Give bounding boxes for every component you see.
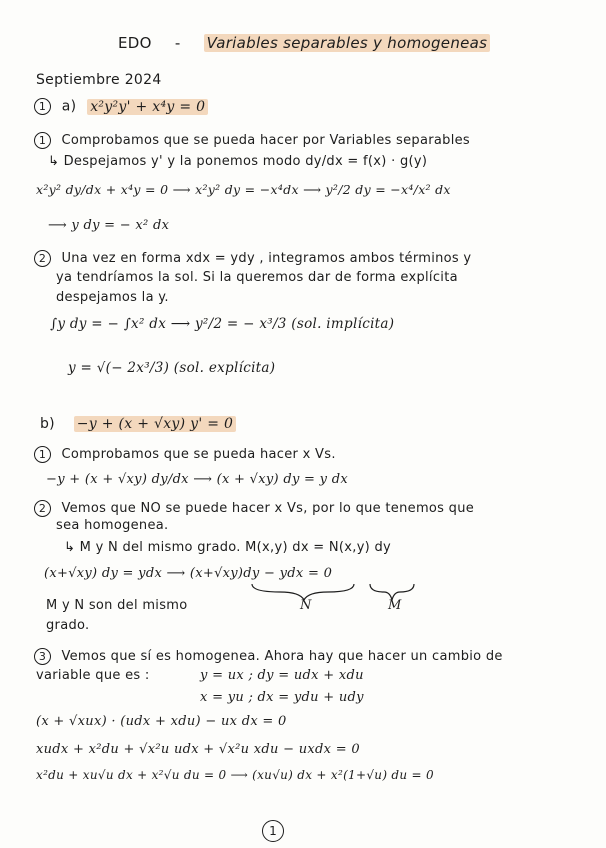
b-step-3-heading — [34, 648, 503, 665]
b-step-2-heading — [34, 500, 474, 517]
step-number-badge: 1 — [34, 132, 51, 149]
b-step-3-text-line-1: Vemos que sí es homogenea. Ahora hay que hacer un cambio de — [61, 649, 503, 664]
b-step-2-subtext: ↳ M y N del mismo grado. M(x,y) dx = N(x,y) dy — [64, 540, 392, 555]
topic-title: Variables separables y homogeneas — [204, 34, 491, 52]
substitution-1: y = ux ; dy = udx + xdu — [200, 668, 364, 683]
step-2-explicit-solution: y = √(− 2x³/3) (sol. explícita) — [68, 360, 276, 376]
b-step-1-text: Comprobamos que se pueda hacer x Vs. — [61, 447, 336, 462]
step-2-text-line-3: despejamos la y. — [56, 290, 169, 305]
b-step-2-text-line-4: grado. — [46, 618, 90, 633]
step-1-subtext: ↳ Despejamos y' y la ponemos modo dy/dx = f(x) · g(y) — [48, 154, 428, 169]
step-2-heading — [34, 250, 471, 267]
step-number-badge: 2 — [34, 500, 51, 517]
part-a-equation: x²y²y' + x⁴y = 0 — [87, 99, 208, 115]
substitution-2: x = yu ; dx = ydu + udy — [200, 690, 364, 705]
step-number-badge: 1 — [34, 446, 51, 463]
part-a-label: a) — [61, 98, 77, 115]
step-2-text-line-2: ya tendríamos la sol. Si la queremos dar de forma explícita — [56, 270, 458, 285]
step-1-equation-1: x²y² dy/dx + x⁴y = 0 ⟶ x²y² dy = −x⁴dx ⟶ y²/2 dy = −x⁴/x² dx — [36, 182, 451, 197]
step-2-text-line-1: Una vez en forma xdx = ydy , integramos ambos términos y — [61, 251, 472, 266]
step-2-implicit-solution: ∫y dy = − ∫x² dx ⟶ y²/2 = − x³/3 (sol. implícita) — [50, 316, 395, 332]
b-step-2-text-line-1: Vemos que NO se puede hacer x Vs, por lo que tenemos que — [61, 501, 475, 516]
b-step-2-text-line-2: sea homogenea. — [56, 518, 169, 533]
step-number-badge: 2 — [34, 250, 51, 267]
part-b-label: b) — [40, 416, 55, 432]
page-number-badge: 1 — [262, 820, 284, 842]
b-step-3-text-line-2: variable que es : — [36, 668, 150, 683]
header-dash: - — [174, 34, 181, 52]
b-step-2-text-line-3: M y N son del mismo — [46, 598, 188, 613]
brace-annotations — [250, 582, 430, 604]
step-1-heading — [34, 132, 470, 149]
subject-title: EDO — [118, 34, 152, 52]
step-1-equation-2: ⟶ y dy = − x² dx — [48, 218, 170, 233]
exercise-number-badge: 1 — [34, 98, 51, 115]
b-step-1-equation: −y + (x + √xy) dy/dx ⟶ (x + √xy) dy = y dx — [46, 472, 348, 487]
b-step-3-equation-2: xudx + x²du + √x²u udx + √x²u xdu − uxdx = 0 — [36, 742, 360, 757]
exercise-1b — [40, 416, 236, 432]
brace-label-n: N — [300, 598, 312, 613]
b-step-1-heading — [34, 446, 336, 463]
exercise-1a — [34, 98, 208, 115]
page-header — [118, 34, 490, 52]
step-number-badge: 3 — [34, 648, 51, 665]
b-step-2-equation: (x+√xy) dy = ydx ⟶ (x+√xy)dy − ydx = 0 — [44, 566, 333, 581]
step-1-text: Comprobamos que se pueda hacer por Variables separables — [61, 133, 470, 148]
part-b-equation: −y + (x + √xy) y' = 0 — [74, 416, 237, 432]
b-step-3-equation-1: (x + √xux) · (udx + xdu) − ux dx = 0 — [36, 714, 287, 729]
b-step-3-equation-3: x²du + xu√u dx + x²√u du = 0 ⟶ (xu√u) dx + x²(1+√u) du = 0 — [36, 768, 434, 782]
brace-label-m: M — [388, 598, 402, 613]
date-label: Septiembre 2024 — [36, 72, 162, 88]
